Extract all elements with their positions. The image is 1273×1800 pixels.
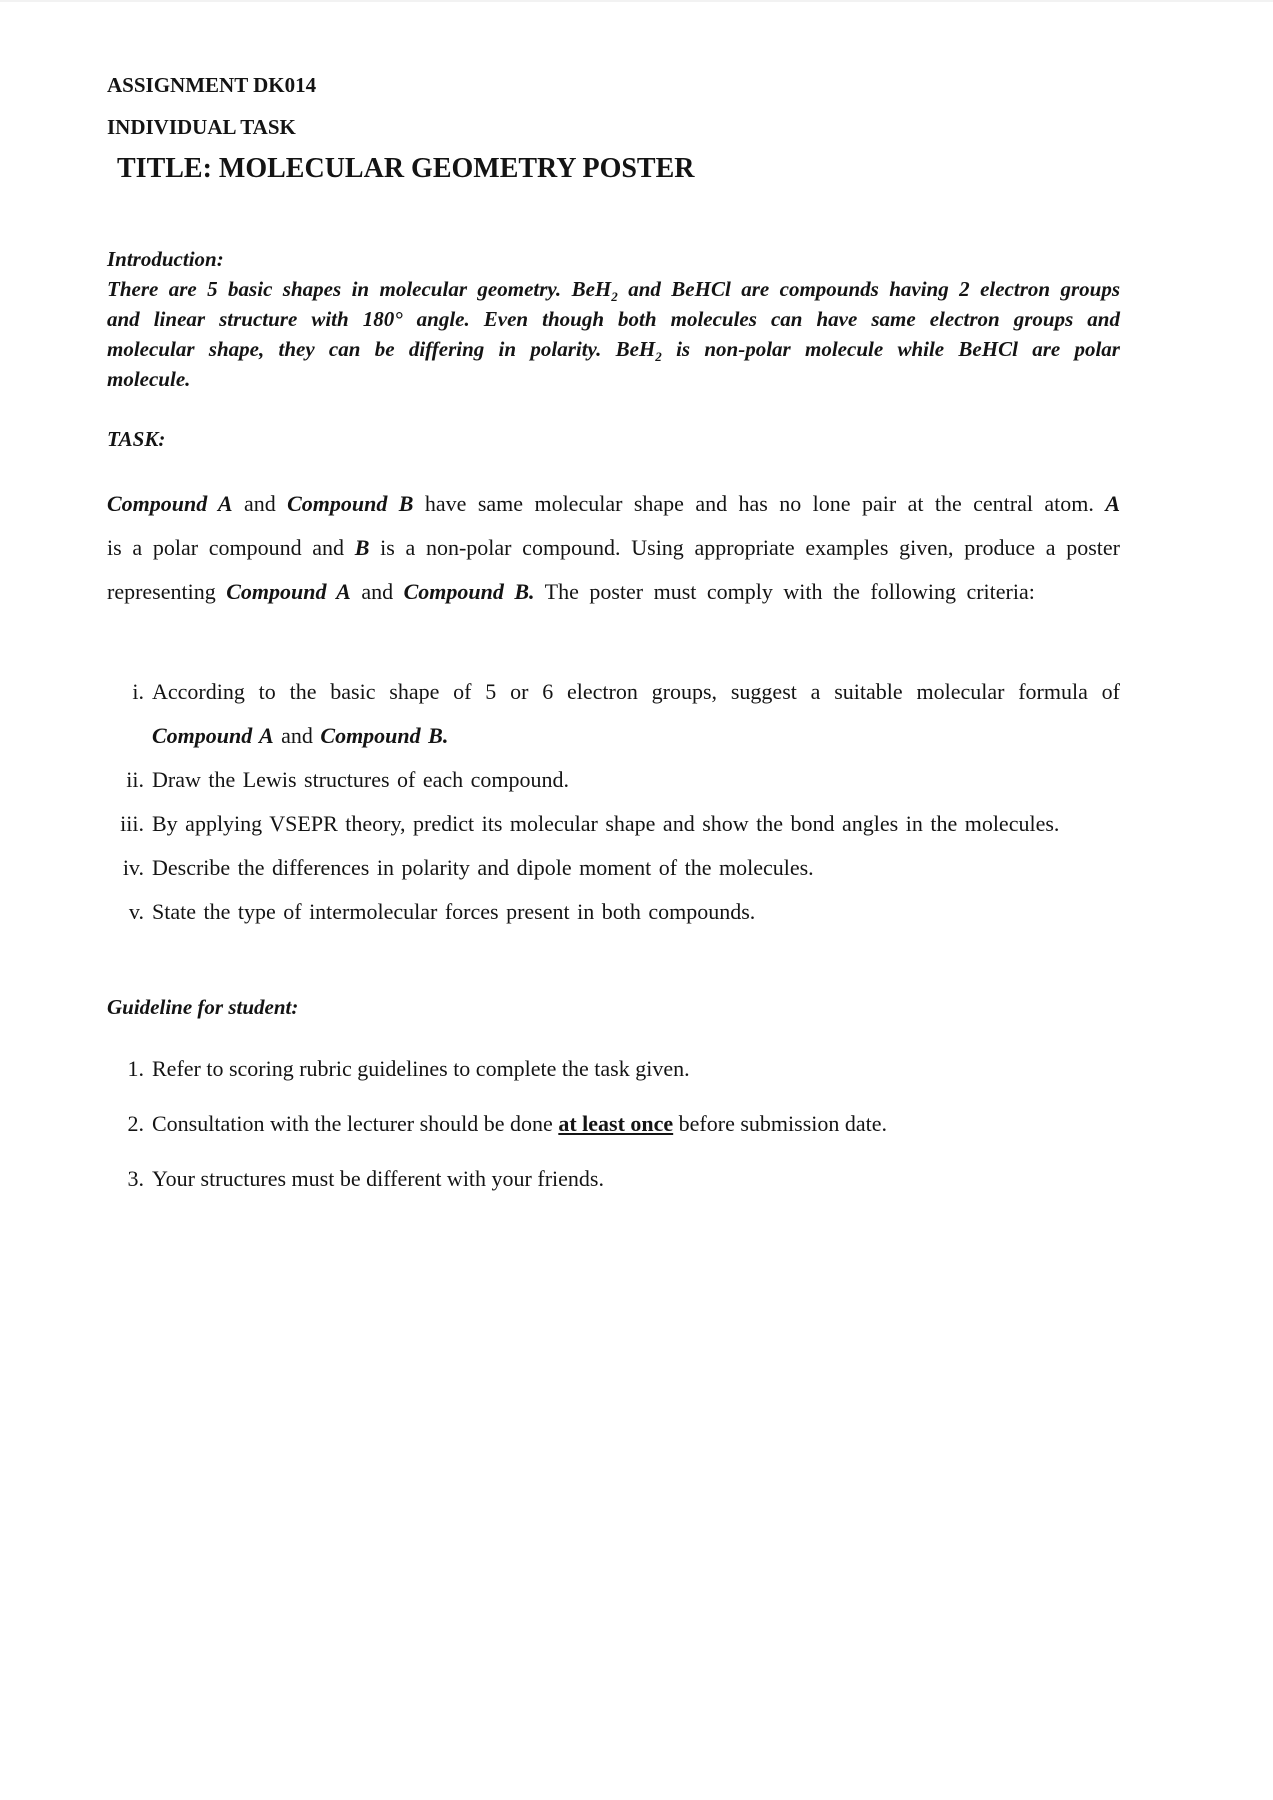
criteria-item-ii-text: Draw the Lewis structures of each compound. (152, 767, 570, 792)
guideline-label: Guideline for student: (107, 995, 299, 1019)
guideline-item-1-text: Refer to scoring rubric guidelines to complete the task given. (152, 1056, 690, 1081)
guideline-item-3-number: 3. (127, 1166, 144, 1191)
document-title: TITLE: MOLECULAR GEOMETRY POSTER (117, 153, 695, 184)
criteria-item-iv-number: iv. (122, 855, 144, 880)
guideline-item-1 (107, 1054, 1120, 1084)
task-label: TASK: (107, 427, 166, 451)
criteria-item-iii (107, 802, 1120, 846)
assignment-code-heading: ASSIGNMENT DK014 (107, 73, 317, 97)
criteria-item-v-text: State the type of intermolecular forces present in both compounds. (152, 899, 756, 924)
guideline-item-1-number: 1. (127, 1056, 144, 1081)
criteria-item-i (107, 670, 1120, 758)
introduction-label: Introduction: (107, 247, 224, 271)
guideline-list (107, 1054, 1120, 1194)
criteria-item-i-text: According to the basic shape of 5 or 6 electron groups, suggest a suitable molecular formula of Compound A and Compound B. (152, 679, 1120, 748)
guideline-item-2-number: 2. (127, 1111, 144, 1136)
criteria-item-iii-text: By applying VSEPR theory, predict its molecular shape and show the bond angles in the molecules. (152, 811, 1060, 836)
criteria-item-iv (107, 846, 1120, 890)
task-paragraph: Compound A and Compound B have same molecular shape and has no lone pair at the central atom. A is a polar compound and B is a non-polar compound. Using appropriate examples given, produce a poster representing Compound A and Compound B. The poster must comply with the following criteria: (107, 491, 1120, 604)
criteria-item-ii-number: ii. (126, 767, 144, 792)
introduction-paragraph: There are 5 basic shapes in molecular geometry. BeH$_2$ and BeHCl are compounds having 2 electron groups and linear structure with 180° angle. Even though both molecules can have same electron groups and molecular shape, they can be differing in polarity. BeH$_2$ is non-polar molecule while BeHCl are polar molecule. (107, 277, 1120, 391)
criteria-item-i-number: i. (132, 679, 144, 704)
guideline-item-3 (107, 1164, 1120, 1194)
task-type-heading: INDIVIDUAL TASK (107, 115, 296, 139)
guideline-item-3-text: Your structures must be different with your friends. (152, 1166, 604, 1191)
guideline-item-2-text: Consultation with the lecturer should be done at least once before submission date. (152, 1111, 888, 1136)
criteria-item-v-number: v. (128, 899, 144, 924)
guideline-item-2 (107, 1109, 1120, 1139)
criteria-item-v (107, 890, 1120, 934)
criteria-item-ii (107, 758, 1120, 802)
criteria-list (107, 670, 1120, 934)
criteria-item-iii-number: iii. (120, 811, 144, 836)
criteria-item-iv-text: Describe the differences in polarity and dipole moment of the molecules. (152, 855, 814, 880)
